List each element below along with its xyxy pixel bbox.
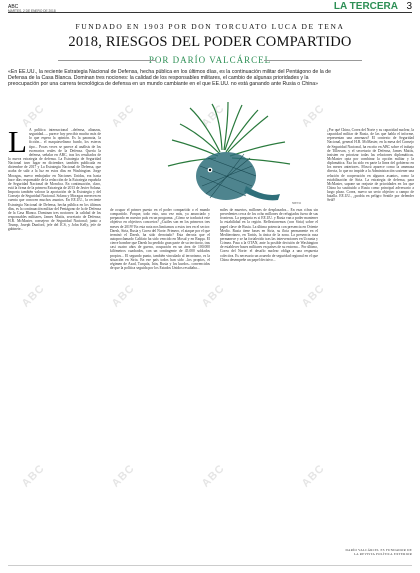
- article-column-3: [220, 208, 318, 548]
- watermark: ABC: [109, 462, 138, 490]
- page-number: 3: [406, 1, 412, 12]
- column-4-text: ¿Por qué China, Corea del Norte y su capacidad nuclear, la capacidad militar de Rusia, de las que habla el informe, representan una amenaza? El contexto de Seguridad Nacional, general H.R. McMaster, en la mesa del Consejo de Seguridad Nacional, ha escrito en ABC sobre el trabajo de Tillerson, y el secretario de Defensa, James Mattis, insisten en priorizar todas las relaciones diplomáticas. McMaster opta por combinar la opción militar y la diplomática. Esa ha sido en parte la línea del gobierno en los meses anteriores. Moscú aparece como la amenaza directa, lo que no impide a la Administración sostener una relación de cooperación en algunos asuntos, como la estabilización de Siria. La estrategia de defensa, para McMaster, supone un reajuste de prioridades en los que China ha sustituido a Rusia como principal adversario a largo plazo. Corea, nuevo un serio objetivo a campo de batalla. EE.UU., ¿podría en peligro Seattle por defender Seúl?: [327, 128, 414, 203]
- column-3-text: miles de muertos, millones de desplazados... En esas cifras sin precedentes cerca de los ocho millones de refugiados fuera de sus fronteras. La pregunta es si EE.UU. y Rusia van a poder mantener la estabilidad en la región. Reflexionemos (con Siria) sobre el papel clave de Rusia. La última potencia con presencia en Oriente Medio. Rusia tiene bases en Siria, su flota permanente en el Mediterráneo, en Tartús, la única de la zona. La presencia rusa permanece y se ha fortalecido tras las intervenciones en Ucrania y Crimea. Pasa a la OTAN, ante la posible decisión de Washington de establecer bases militares en países de su entorno... Por último, Corea del Norte: el desafío nuclear obliga a una respuesta colectiva. Es necesario un acuerdo de seguridad regional en el que China desempeñe un papel decisivo...: [220, 208, 318, 262]
- watermark: ABC: [199, 102, 228, 130]
- watermark: ABC: [299, 282, 328, 310]
- watermark: ABC: [299, 102, 328, 130]
- top-bar: [8, 1, 412, 13]
- lead-paragraph: «En EE.UU., la reciente Estrategia Nacional de Defensa, hecha pública en los últimos días, es la continuación militar del Pentágono de la de Defensa de la Casa Blanca. Dominan tres nociones: la calidad de los responsables militares, el cambio de algunas prioridades y la preocupación por una carrera tecnológica de defensa en un mundo cambiante en el que EE.UU. no está ganando ante Rusia o China»: [8, 69, 331, 88]
- watermark: ABC: [19, 282, 48, 310]
- founder-line: FUNDADO EN 1903 POR DON TORCUATO LUCA DE TENA: [75, 22, 345, 31]
- watermark: ABC: [199, 282, 228, 310]
- publication-name: ABC: [8, 4, 19, 10]
- column-1-text: A política internacional –defensa, alianzas, seguridad...– parece hoy percibir mucho más de lo que espera la opinión. Es la paranoia, la ficción... el maquiavelismo burdo, los esteros tipo... Pocas veces se parece al análisis de los escenarios reales de la Defensa. Quería la defensa, señalar en ABC, tras los resultados de la nueva estrategia de defensa. La Estrategia de Seguridad Nacional tuvo lugar en diciembre, también publicada en diciembre de 2017 y La Estrategia Nacional de Defensa, que acaba de salir a la luz en estos días en Washington. Jorge Moragas, nuevo embajador en Naciones Unidas, era hasta hace días responsable de la redacción de la Estrategia española de Seguridad Nacional de Moncloa. En continuación, claro, está la firma de la primera Estrategia de 2013 de Javier Solana. Importa también valorar la aportación de la Estrategia y del Consejo de Seguridad Nacional. Solana y Moragas merecen en cuenta que conocen muchos asuntos. En EE.UU., la reciente Estrategia Nacional de Defensa, hecha pública en los últimos días, es la continuación militar del Pentágono de la de Defensa de la Casa Blanca. Dominan tres nociones: la calidad de los responsables militares, James Mattis, secretario de Defensa; H.R. McMaster, consejero de Seguridad Nacional; junto a Trump, Joseph Dunford, jefe del JCS, y John Kelly, jefe de gabinete...: [8, 128, 101, 232]
- signature-line-2: LA REVISTA POLÍTICA EXTERIOR: [354, 552, 412, 556]
- drop-cap: L: [8, 124, 27, 159]
- watermark: ABC: [109, 102, 138, 130]
- signature-line-1: DARÍO VALCÁRCEL ES FUNDADOR DE: [345, 548, 412, 552]
- watermark: ABC: [199, 462, 228, 490]
- author-signature: [346, 548, 413, 556]
- illustration-tail: [244, 186, 280, 200]
- date-line: MARTES, 2 DE ENERO DE 2018: [8, 9, 56, 13]
- watermark: ABC: [109, 282, 138, 310]
- column-2-text: de ocupar el primer puesto en el poder compartido o el mundo compartido. Porque, todo esto, una vez más, ya anunciado y preparado en nuestro país en un programa. ¿Cómo se traducirá este objetivo en objetivos concretos? ¿Cuáles son en los primeros tres meses de 2019? En esta nota nos limitamos a estos tres en el sector: Daesh, Siria, Rusia y Corea del Norte. Primero, el ataque por el que terminó el Daesh, ha sido derrotado? Esta derrota que el autoproclamado Califato ha sido vencido en Mosul y en Raqqa. El cierre hombre que Daesh ha perdido gran parte de su territorio, tras casi cuatro años de guerra, ocupación en un área de 100.000 kilómetros cuadrados, con un contingente de 45.000 soldados propios... El segundo punto, también vinculado al terrorismo, es la situación en Siria. En ese país todos han sido –los propios, el régimen de Asad, Turquía, Irán, Rusia y los kurdos– convencidos de que la política seguida por los Estados Unidos resultaba...: [110, 208, 210, 270]
- byline: POR DARÍO VALCÁRCEL: [0, 55, 420, 65]
- article-column-2: [110, 208, 210, 548]
- headline: 2018, RIESGOS DEL PODER COMPARTIDO: [68, 34, 352, 50]
- watermark: ABC: [19, 102, 48, 130]
- illustration-credit: NIETO: [292, 201, 301, 205]
- article-column-1: [8, 124, 101, 548]
- section-title: LA TERCERA: [333, 1, 398, 12]
- illustration-pineapple-creature: [150, 102, 320, 206]
- watermark: ABC: [299, 462, 328, 490]
- article-column-4: [327, 128, 414, 548]
- bottom-rule: [8, 565, 412, 566]
- watermark: ABC: [19, 462, 48, 490]
